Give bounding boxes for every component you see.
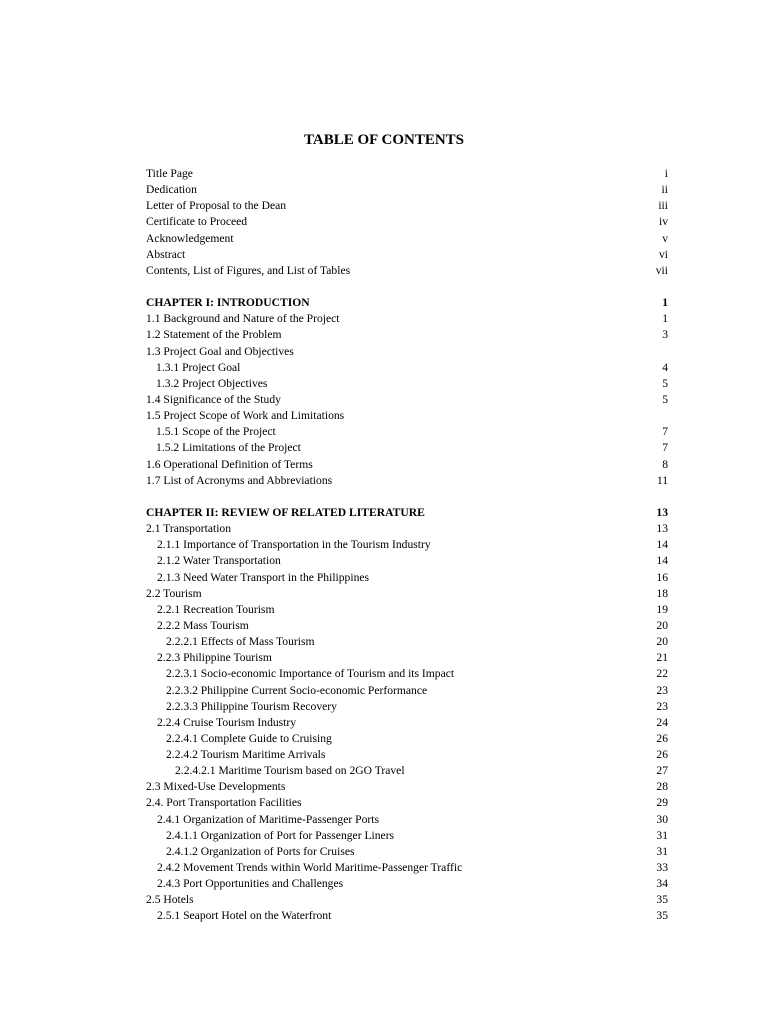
toc-entry-label: Dedication	[146, 183, 197, 197]
toc-entry-page-number: 14	[656, 538, 668, 552]
toc-entry	[146, 650, 668, 666]
toc-entry	[146, 182, 668, 198]
toc-entry-page-number: 11	[656, 473, 668, 487]
toc-entry-label: 1.3.1 Project Goal	[156, 360, 241, 374]
page-title: TABLE OF CONTENTS	[303, 132, 465, 148]
toc-entry	[146, 683, 668, 699]
toc-entry	[146, 618, 668, 634]
toc-entry	[146, 198, 668, 214]
toc-entry-label: 2.4.1.2 Organization of Ports for Cruises	[166, 844, 355, 858]
toc-entry-label: 1.5 Project Scope of Work and Limitations	[146, 409, 345, 423]
toc-entry-page-number: 23	[656, 683, 668, 697]
toc-entry-label: 2.1.1 Importance of Transportation in the Tourism Industry	[157, 538, 431, 552]
toc-entry-page-number: 31	[656, 844, 668, 858]
toc-entry-label: 2.4.1.1 Organization of Port for Passenger Liners	[166, 828, 395, 842]
toc-entry-page-number: 7	[662, 441, 668, 455]
toc-entry-page-number: 22	[656, 667, 668, 681]
toc-entry-label: Title Page	[146, 167, 193, 180]
toc-entry-label: 1.5.1 Scope of the Project	[156, 425, 276, 439]
toc-entry-page-number: 5	[662, 376, 668, 390]
toc-chapter-heading	[146, 505, 668, 521]
toc-entry-label: Abstract	[146, 247, 186, 261]
toc-entry-label: 2.5.1 Seaport Hotel on the Waterfront	[157, 909, 332, 923]
toc-entry-page-number: 26	[656, 731, 668, 745]
toc-entry-page-number: 1	[662, 296, 668, 310]
toc-entry-page-number: 14	[656, 554, 668, 568]
toc-entry-page-number: 13	[656, 505, 668, 519]
toc-entry-label: 2.2.4.2.1 Maritime Tourism based on 2GO Travel	[175, 764, 405, 778]
section-spacer	[146, 489, 668, 505]
toc-entry-label: 1.4 Significance of the Study	[146, 392, 281, 406]
toc-entry-page-number: 33	[656, 861, 668, 875]
toc-entry	[146, 360, 668, 376]
toc-entry	[146, 231, 668, 247]
toc-entry-label: 1.6 Operational Definition of Terms	[146, 457, 313, 471]
toc-entry	[146, 344, 668, 360]
toc-entry-page-number: 3	[662, 328, 668, 342]
toc-entry-label: 2.4. Port Transportation Facilities	[146, 796, 302, 810]
toc-entry	[146, 763, 668, 779]
toc-entry-label: 2.3 Mixed-Use Developments	[146, 780, 286, 794]
toc-entry	[146, 553, 668, 569]
toc-entry-page-number: vii	[655, 263, 668, 277]
toc-entry-label: 1.7 List of Acronyms and Abbreviations	[146, 473, 333, 487]
toc-entry	[146, 537, 668, 553]
toc-entry	[146, 828, 668, 844]
toc-entry	[146, 473, 668, 489]
toc-entry-page-number: 27	[656, 764, 668, 778]
toc-entry	[146, 715, 668, 731]
toc-entry-page-number: 35	[656, 893, 668, 907]
toc-entry-label: 1.1 Background and Nature of the Project	[146, 312, 340, 326]
toc-entry-page-number: iii	[658, 199, 668, 213]
toc-entry-page-number: 28	[656, 780, 668, 794]
toc-entry	[146, 311, 668, 327]
toc-entry	[146, 214, 668, 230]
toc-entry-page-number: iv	[658, 215, 668, 229]
toc-entry	[146, 247, 668, 263]
toc-entry	[146, 263, 668, 279]
section-spacer	[146, 279, 668, 295]
toc-entry	[146, 876, 668, 892]
toc-entry	[146, 892, 668, 908]
toc-entry	[146, 634, 668, 650]
toc-entry-page-number: 13	[656, 522, 668, 536]
toc-entry-label: 2.1.3 Need Water Transport in the Philippines	[157, 570, 370, 584]
toc-entry-label: 1.5.2 Limitations of the Project	[156, 441, 301, 455]
toc-entry	[146, 327, 668, 343]
toc-chapter-heading	[146, 295, 668, 311]
toc-entry	[146, 570, 668, 586]
toc-entry-label: 2.2.2 Mass Tourism	[157, 618, 249, 632]
toc-entry	[146, 166, 668, 182]
toc-entry-page-number: 16	[656, 570, 668, 584]
toc-entry-page-number: 4	[662, 360, 668, 374]
toc-entry-label: 2.2.3.1 Socio-economic Importance of Tourism and its Impact	[166, 667, 455, 681]
toc-entry	[146, 376, 668, 392]
toc-entry	[146, 457, 668, 473]
toc-entry	[146, 731, 668, 747]
toc-entry-page-number: 21	[656, 651, 668, 665]
toc-entry-label: 2.5 Hotels	[146, 893, 194, 907]
toc-entry	[146, 779, 668, 795]
toc-entry	[146, 392, 668, 408]
toc-entry-label: 2.2.4.1 Complete Guide to Cruising	[166, 731, 332, 745]
toc-entry	[146, 586, 668, 602]
toc-entry-page-number: 5	[662, 392, 668, 406]
toc-entry-label: 1.3 Project Goal and Objectives	[146, 344, 294, 358]
toc-entry-page-number: 29	[656, 796, 668, 810]
toc-entry-page-number: 34	[656, 877, 668, 891]
toc-entry-page-number: 23	[656, 699, 668, 713]
toc-entry-label: 1.3.2 Project Objectives	[156, 376, 268, 390]
toc-list	[146, 166, 668, 925]
toc-entry	[146, 908, 668, 924]
toc-entry-label: 2.2.3.2 Philippine Current Socio-economic Performance	[166, 683, 428, 697]
toc-entry-label: 2.2.4.2 Tourism Maritime Arrivals	[166, 748, 326, 762]
toc-entry-label: 2.2.3 Philippine Tourism	[157, 651, 272, 665]
toc-entry	[146, 699, 668, 715]
toc-entry-page-number: 20	[656, 618, 668, 632]
toc-entry-page-number: ii	[661, 183, 668, 197]
toc-entry-label: Acknowledgement	[146, 231, 234, 245]
toc-entry-page-number: 26	[656, 748, 668, 762]
toc-entry-page-number: 18	[656, 586, 668, 600]
toc-entry-page-number: 30	[656, 812, 668, 826]
toc-entry	[146, 812, 668, 828]
toc-entry	[146, 747, 668, 763]
toc-entry	[146, 844, 668, 860]
toc-entry-page-number: v	[662, 231, 668, 245]
toc-entry-label: 2.2 Tourism	[146, 586, 202, 600]
toc-entry-page-number: 24	[656, 715, 668, 729]
toc-entry-label: 2.1 Transportation	[146, 522, 232, 536]
toc-entry-page-number: 19	[656, 602, 668, 616]
toc-entry-label: CHAPTER I: INTRODUCTION	[146, 296, 310, 310]
toc-entry-label: Certificate to Proceed	[146, 215, 248, 229]
toc-entry-page-number: 35	[656, 909, 668, 923]
toc-entry-page-number: 1	[662, 312, 668, 326]
toc-entry-page-number: vi	[658, 247, 668, 261]
toc-entry-page-number: 20	[656, 635, 668, 649]
toc-entry-page-number: i	[664, 167, 668, 180]
toc-entry-label: 2.4.3 Port Opportunities and Challenges	[157, 877, 344, 891]
toc-entry-label: Letter of Proposal to the Dean	[146, 199, 287, 213]
toc-entry-label: 2.4.1 Organization of Maritime-Passenger Ports	[157, 812, 379, 826]
toc-entry-page-number: 8	[662, 457, 668, 471]
toc-entry-page-number: 31	[656, 828, 668, 842]
toc-entry	[146, 860, 668, 876]
toc-entry-label: Contents, List of Figures, and List of Tables	[146, 263, 351, 277]
toc-entry-label: 2.4.2 Movement Trends within World Maritime-Passenger Traffic	[157, 861, 463, 875]
toc-entry-label: 2.2.3.3 Philippine Tourism Recovery	[166, 699, 337, 713]
toc-entry-label: CHAPTER II: REVIEW OF RELATED LITERATURE	[146, 505, 425, 519]
toc-entry	[146, 424, 668, 440]
toc-entry	[146, 602, 668, 618]
toc-entry	[146, 666, 668, 682]
toc-entry	[146, 440, 668, 456]
toc-entry	[146, 521, 668, 537]
toc-entry-label: 2.1.2 Water Transportation	[157, 554, 281, 568]
toc-entry-page-number: 7	[662, 425, 668, 439]
toc-entry-label: 1.2 Statement of the Problem	[146, 328, 282, 342]
toc-entry-label: 2.2.4 Cruise Tourism Industry	[157, 715, 297, 729]
toc-entry-label: 2.2.2.1 Effects of Mass Tourism	[166, 635, 315, 649]
toc-entry	[146, 408, 668, 424]
toc-entry-label: 2.2.1 Recreation Tourism	[157, 602, 275, 616]
toc-entry	[146, 795, 668, 811]
